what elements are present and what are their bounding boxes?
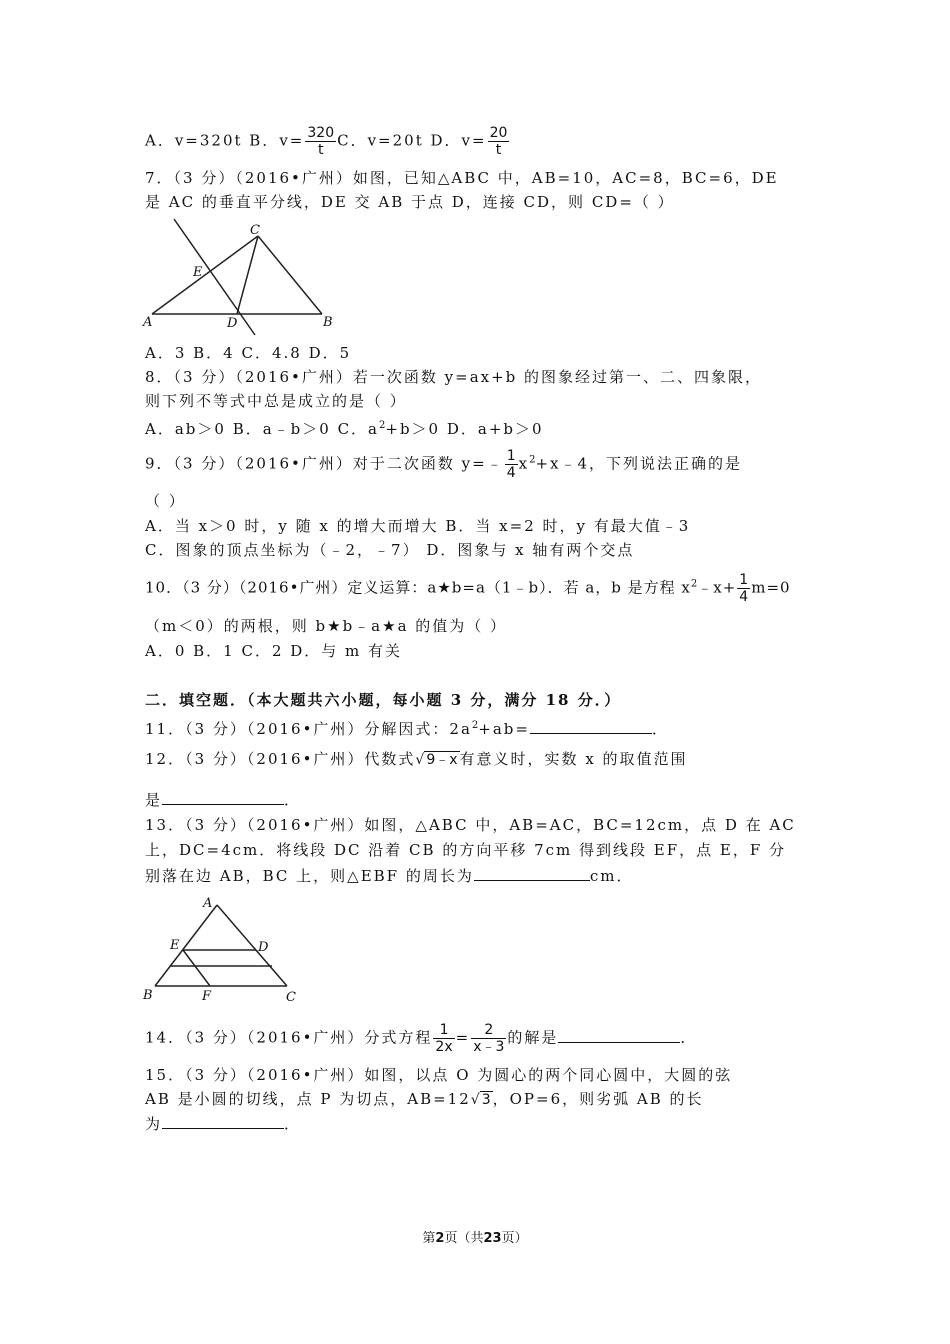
q12-line2: 是 ． <box>145 791 302 809</box>
q9-paren: （ ） <box>145 492 186 510</box>
q13-label-a: A <box>203 896 213 911</box>
q7-triangle-figure <box>140 215 340 337</box>
page-number: 2 <box>435 1231 445 1246</box>
q13-answer-blank[interactable] <box>474 866 590 881</box>
q14-fraction-right: $\frac{2}{x﹣3}$ <box>473 1022 505 1055</box>
page-total: 23 <box>483 1231 502 1246</box>
q12-line1: 12．（3 分）（2016•广州）代数式√ 9﹣x 有意义时，实数 x 的取值范围 <box>145 750 688 768</box>
q6-fraction-b: $\frac{320}{t}$ <box>307 125 335 158</box>
q7-label-a: A <box>143 315 153 330</box>
q7-segment-cd <box>237 236 258 314</box>
q10-fraction: $\frac{1}{4}$ <box>739 572 749 605</box>
page-footer: 第2页（共23页） <box>422 1231 528 1246</box>
q9-options-ab: A．当 x＞0 时，y 随 x 的增大而增大 B．当 x=2 时，y 有最大值﹣3 <box>145 517 691 535</box>
q7-line1: 7．（3 分）（2016•广州）如图，已知△ABC 中，AB=10，AC=8，BC=6，DE <box>145 169 779 187</box>
q8-line2: 则下列不等式中总是成立的是（ ） <box>145 392 407 410</box>
q9-stem: 9．（3 分）（2016•广州）对于二次函数 y=﹣ $\frac{1}{4}$ $x^2+x﹣4$，下列说法正确的是 <box>145 448 743 481</box>
q13-line2: 上，DC=4cm．将线段 DC 沿着 CB 的方向平移 7cm 得到线段 EF，点 E，F 分 <box>145 841 787 859</box>
q13-label-f: F <box>202 989 212 1004</box>
q13-line3: 别落在边 AB，BC 上，则△EBF 的周长为 cm． <box>145 867 634 885</box>
q14-line: 14．（3 分）（2016•广州）分式方程 $\frac{1}{2x}$ = $\frac{2}{x﹣3}$ 的解是 ． <box>145 1022 698 1055</box>
q13-segment-ac <box>217 905 287 986</box>
q10-options: A．0 B．1 C．2 D．与 m 有关 <box>145 642 403 660</box>
q14-fraction-left: $\frac{1}{2x}$ <box>435 1022 453 1055</box>
q13-segment-ab <box>155 905 217 986</box>
q6-fraction-d: $\frac{20}{t}$ <box>489 125 508 158</box>
q15-line2: AB 是小圆的切线，点 P 为切点，AB=12√ 3 ，OP=6，则劣弧 AB 的长 <box>145 1090 704 1108</box>
q7-segment-ac <box>152 236 258 314</box>
q13-triangle-figure <box>140 893 310 1005</box>
q9-fraction: $\frac{1}{4}$ <box>506 448 516 481</box>
q13-label-e: E <box>170 938 180 953</box>
q7-segment-bc <box>258 236 322 314</box>
q11-answer-blank[interactable] <box>530 719 652 734</box>
q7-line2: 是 AC 的垂直平分线，DE 交 AB 于点 D，连接 CD，则 CD=（ ） <box>145 193 675 211</box>
q13-label-d: D <box>258 940 269 955</box>
q15-line3: 为 ． <box>145 1115 302 1133</box>
q7-label-e: E <box>193 265 203 280</box>
q11-line: 11．（3 分）（2016•广州）分解因式：$2a^2+ab=$ ． <box>145 720 669 738</box>
q12-sqrt: √ 9﹣x <box>415 752 458 768</box>
q15-sqrt: √ 3 <box>470 1092 491 1108</box>
q15-answer-blank[interactable] <box>162 1114 284 1129</box>
q7-line-de <box>174 219 255 335</box>
q9-options-cd: C．图象的顶点坐标为（﹣2，﹣7） D．图象与 x 轴有两个交点 <box>145 541 635 559</box>
q15-line1: 15．（3 分）（2016•广州）如图，以点 O 为圆心的两个同心圆中，大圆的弦 <box>145 1066 733 1084</box>
q8-line1: 8．（3 分）（2016•广州）若一次函数 y=ax+b 的图象经过第一、二、四象限， <box>145 368 763 386</box>
q7-label-d: D <box>227 316 238 331</box>
q13-segment-ef <box>183 950 210 986</box>
q7-label-b: B <box>323 315 333 330</box>
section2-title: 二．填空题．（本大题共六小题，每小题 3 分，满分 18 分．） <box>145 691 622 709</box>
q13-line1: 13．（3 分）（2016•广州）如图，△ABC 中，AB=AC，BC=12cm，点 D 在 AC <box>145 816 796 834</box>
q12-answer-blank[interactable] <box>162 790 284 805</box>
q13-label-c: C <box>286 990 296 1005</box>
q10-stem: 10．（3 分）（2016•广州）定义运算：a★b=a（1﹣b）．若 a，b 是方程 $x^2﹣x+$ $\frac{1}{4}$ m=0 <box>145 572 791 605</box>
q8-options: A．ab＞0 B．a﹣b＞0 C．$a^2+b>0$ D．a+b＞0 <box>145 420 544 438</box>
q7-options: A．3 B．4 C．4.8 D．5 <box>145 344 352 362</box>
q13-label-b: B <box>143 988 153 1003</box>
q7-label-c: C <box>250 223 260 238</box>
q10-line2: （m＜0）的两根，则 b★b﹣a★a 的值为（ ） <box>145 617 508 635</box>
q14-answer-blank[interactable] <box>558 1028 680 1043</box>
q6-options: A．v=320t B．v= $\frac{320}{t}$ C．v=20t D．v= $\frac{20}{t}$ <box>145 125 508 158</box>
